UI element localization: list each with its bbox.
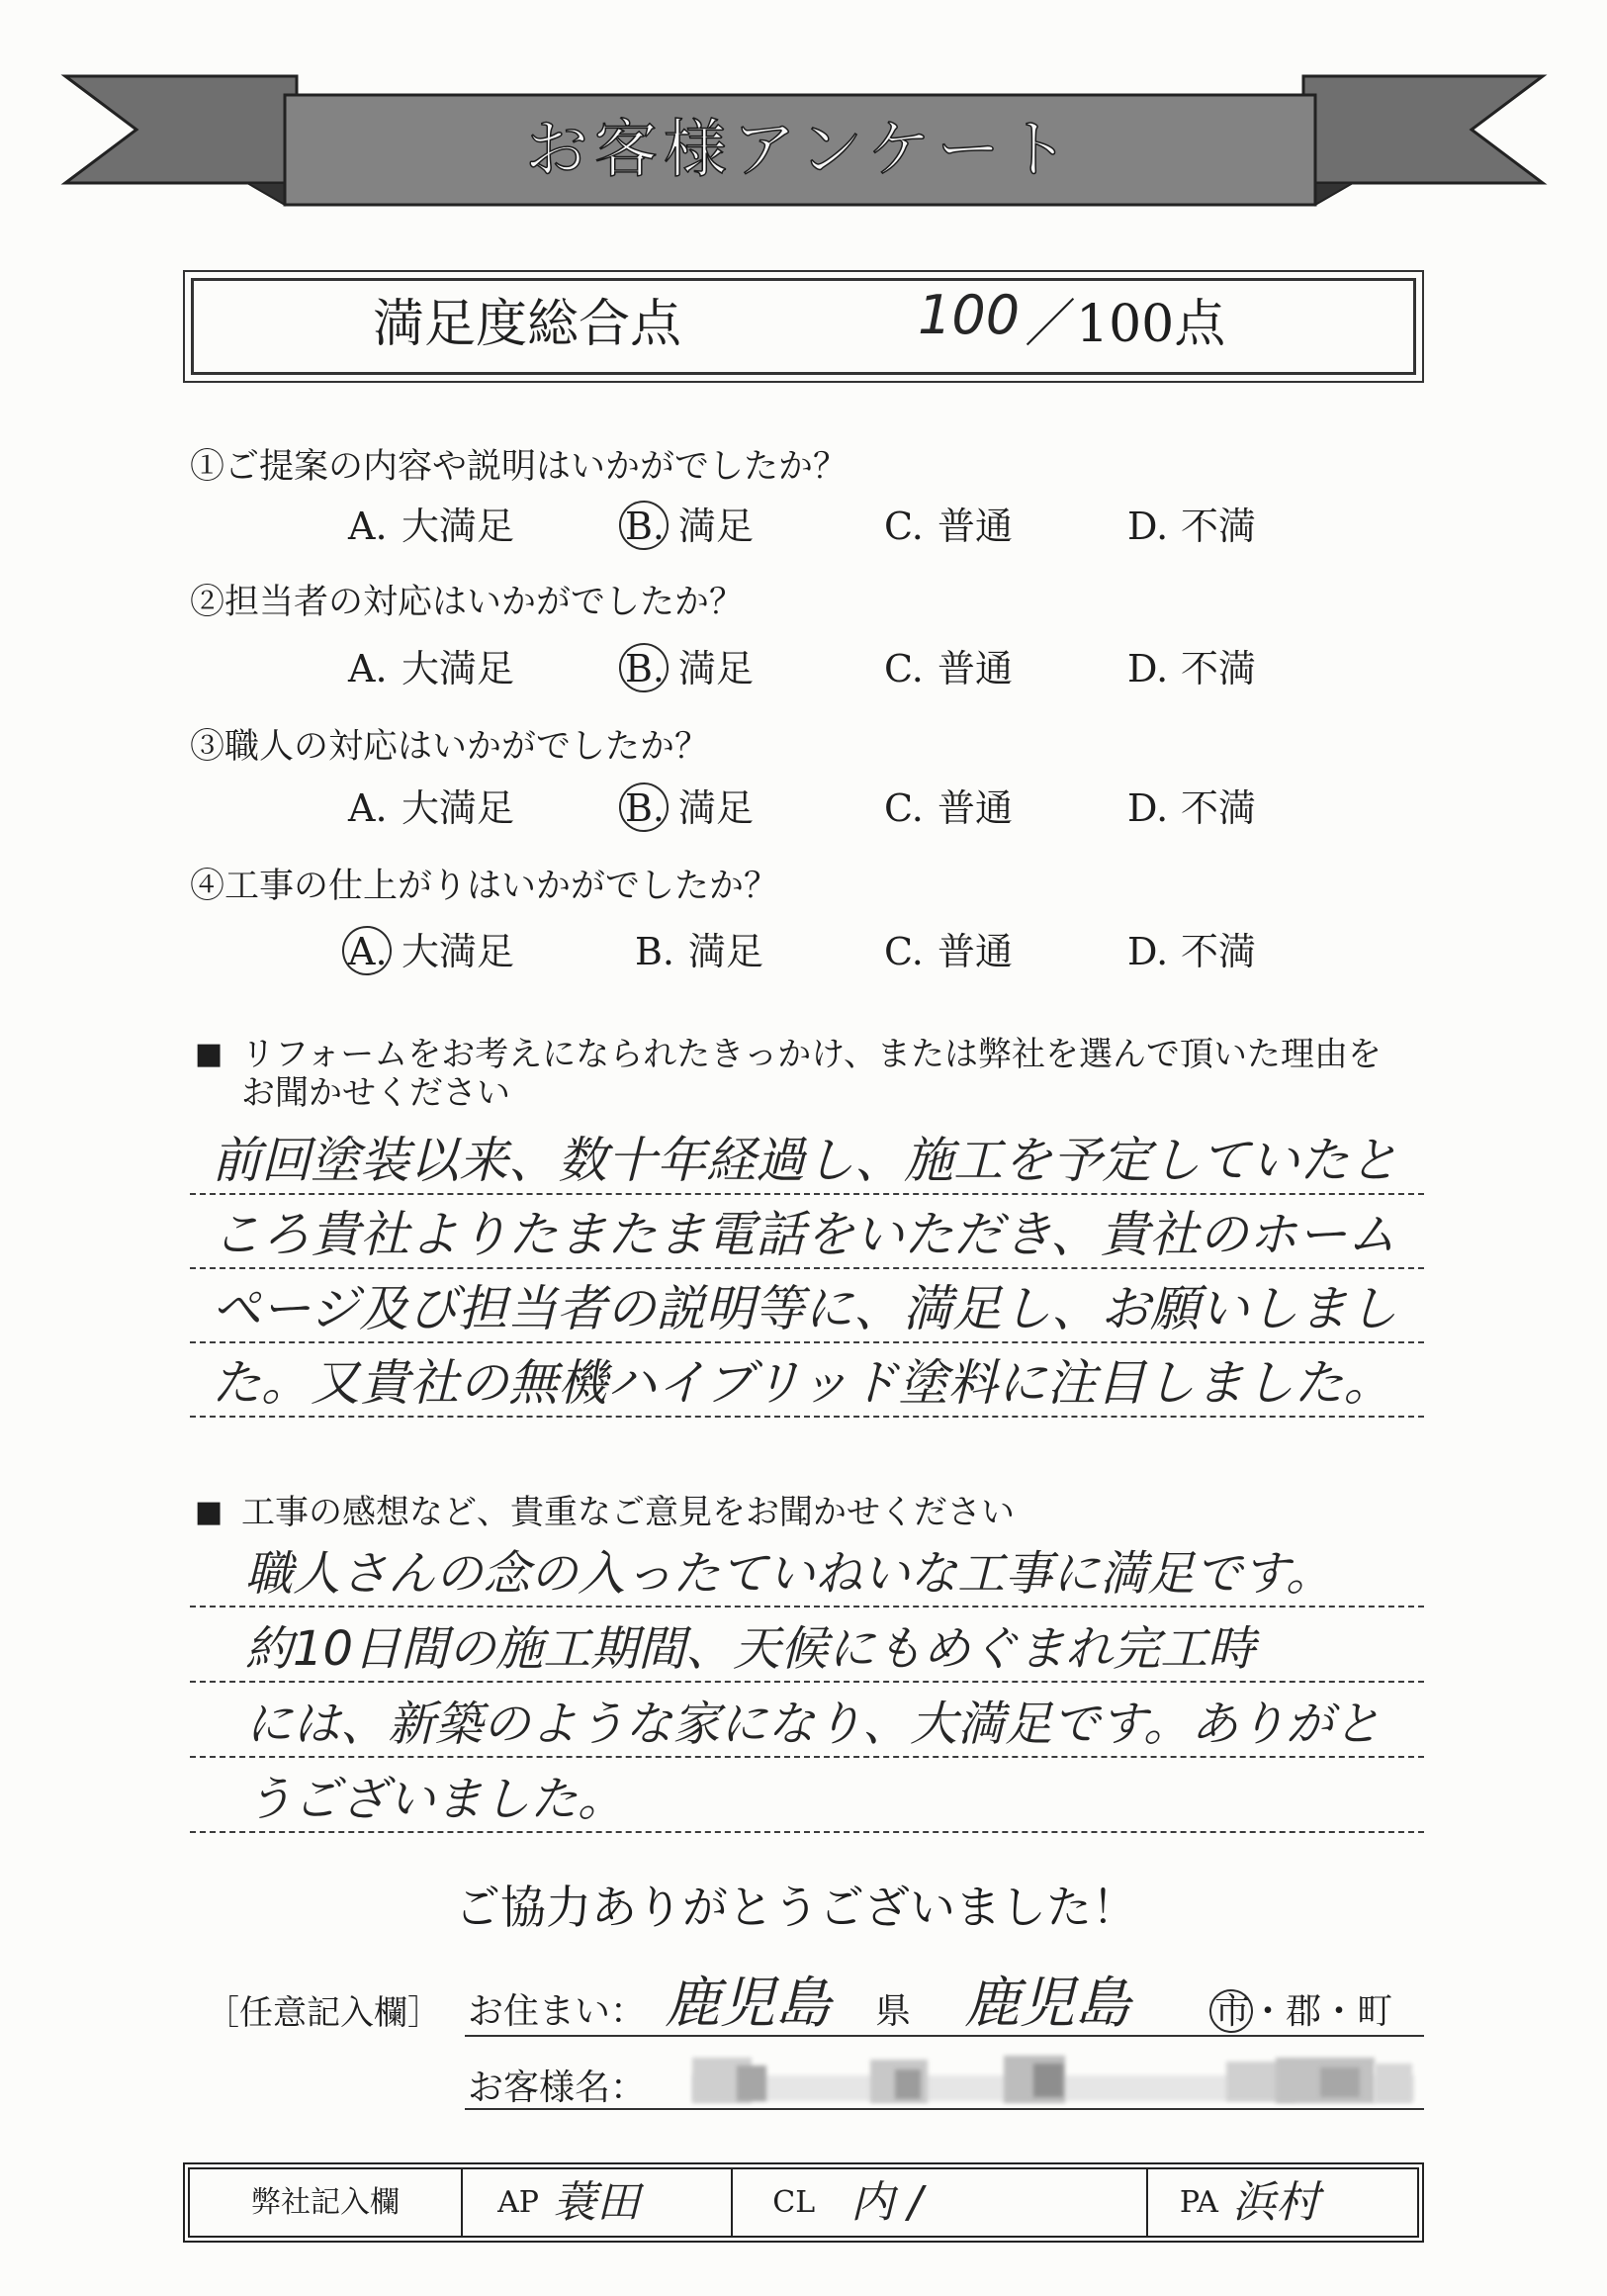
pa-label: PA	[1179, 2184, 1218, 2220]
option-letter: C.	[884, 647, 924, 690]
office-label-cell	[190, 2169, 461, 2236]
option-label: 大満足	[402, 786, 515, 830]
handwritten-text: 前回塗装以来、数十年経過し、施工を予定していたと	[212, 1132, 1398, 1189]
city-type-option	[1286, 1991, 1322, 2032]
city-type-options	[1214, 1991, 1393, 2032]
city-type-option	[1357, 1991, 1393, 2032]
option-letter: D.	[1127, 647, 1169, 690]
address-label: お住まい：	[468, 1991, 647, 2032]
option-label: 大満足	[402, 647, 515, 690]
question-1-option-a	[348, 505, 515, 548]
office-use-table	[188, 2167, 1419, 2238]
handwritten-text: うございました。	[245, 1772, 626, 1827]
option-letter: A.	[348, 647, 388, 690]
option-label: 不満	[1181, 786, 1257, 830]
impressions-prompt: 工事の感想など、貴重なご意見をお聞かせください	[241, 1493, 1015, 1532]
question-3-option-c	[884, 786, 1014, 830]
question-2-option-a	[348, 647, 515, 690]
city-type-label: 郡	[1286, 1991, 1322, 2032]
option-letter: C.	[884, 505, 924, 548]
impressions-answer-line	[190, 1687, 1424, 1758]
question-1-option-d	[1127, 505, 1257, 548]
ribbon-right-fold	[1315, 183, 1353, 205]
address-city: 鹿児島	[964, 1972, 1130, 2036]
option-label: 普通	[937, 786, 1014, 830]
ap-label: AP	[497, 2184, 539, 2220]
option-letter: D.	[1127, 505, 1169, 548]
question-2-option-c	[884, 647, 1014, 690]
impressions-answer-line	[190, 1611, 1424, 1683]
question-2-option-b	[625, 647, 755, 690]
reason-prompt-line-2: お聞かせください	[241, 1073, 510, 1113]
score-suffix: ／100点	[1025, 295, 1226, 354]
customer-name-underline	[465, 2108, 1424, 2110]
question-2-option-d	[1127, 647, 1257, 690]
reason-answer-line	[190, 1124, 1424, 1195]
handwritten-text: ころ貴社よりたまたま電話をいただき、貴社のホーム	[212, 1206, 1396, 1263]
prefecture-suffix: 県	[875, 1991, 912, 2032]
option-label: 大満足	[402, 505, 515, 548]
customer-name-label: お客様名：	[468, 2067, 647, 2108]
question-3-text: ③職人の対応はいかがでしたか？	[190, 727, 710, 767]
handwritten-text: た。又貴社の無機ハイブリッド塗料に注目しました。	[212, 1354, 1393, 1412]
separator: ・	[1250, 1991, 1287, 2032]
option-letter: D.	[1127, 786, 1169, 830]
option-label: 普通	[937, 505, 1014, 548]
question-1-option-b	[625, 505, 755, 548]
option-label: 普通	[937, 647, 1014, 690]
option-label: 満足	[678, 786, 755, 830]
reason-answer-line	[190, 1198, 1424, 1269]
question-4-option-d	[1127, 930, 1257, 973]
option-letter: B.	[635, 930, 675, 973]
handwritten-text: には、新築のような家になり、大満足です。ありがと	[245, 1697, 1382, 1752]
address-prefecture: 鹿児島	[665, 1972, 831, 2036]
option-label: 大満足	[402, 930, 515, 973]
question-4-option-c	[884, 930, 1014, 973]
option-letter: C.	[884, 786, 924, 830]
question-3-option-b	[625, 786, 755, 830]
option-letter: C.	[884, 930, 924, 973]
option-letter: B.	[625, 505, 666, 548]
question-1-text: ①ご提案の内容や説明はいかがでしたか？	[190, 447, 848, 487]
handwritten-text: 職人さんの念の入ったていねいな工事に満足です。	[245, 1546, 1334, 1602]
pa-cell	[1146, 2169, 1417, 2236]
question-4-option-b	[635, 930, 764, 973]
reason-answer-line	[190, 1346, 1424, 1418]
handwritten-text: ページ及び担当者の説明等に、満足し、お願いしまし	[212, 1280, 1397, 1337]
question-2-text: ②担当者の対応はいかがでしたか？	[190, 583, 745, 622]
score-label: 満足度総合点	[373, 295, 682, 354]
city-type-label: 市	[1214, 1991, 1251, 2032]
option-label: 不満	[1181, 505, 1257, 548]
ap-value: 蓑田	[552, 2176, 640, 2228]
question-4-text: ④工事の仕上がりはいかがでしたか？	[190, 867, 779, 906]
city-type-label: 町	[1357, 1991, 1393, 2032]
cl-label: CL	[772, 2184, 816, 2220]
impressions-answer-line	[190, 1762, 1424, 1833]
option-letter: B.	[625, 786, 666, 830]
question-4-option-a	[348, 930, 515, 973]
option-label: 不満	[1181, 647, 1257, 690]
question-3-option-a	[348, 786, 515, 830]
option-letter: D.	[1127, 930, 1169, 973]
cl-value: 内 /	[850, 2176, 923, 2228]
option-letter: B.	[625, 647, 666, 690]
ribbon-left-tail	[65, 76, 297, 183]
optional-section-label: ［任意記入欄］	[206, 1993, 441, 2033]
address-underline	[465, 2035, 1424, 2037]
office-label: 弊社記入欄	[251, 2184, 401, 2220]
score-value: 100	[918, 284, 1021, 346]
option-letter: A.	[348, 786, 388, 830]
option-letter: A.	[348, 930, 388, 973]
pa-value: 浜村	[1231, 2176, 1319, 2228]
thanks-message: ご協力ありがとうございました！	[455, 1881, 1137, 1934]
option-label: 普通	[937, 930, 1014, 973]
impressions-answer-line	[190, 1536, 1424, 1607]
section-bullet-icon: ■	[195, 1495, 223, 1529]
option-label: 満足	[688, 930, 764, 973]
page-title: お客様アンケート	[524, 113, 1076, 187]
section-bullet-icon: ■	[195, 1037, 223, 1071]
reason-answer-line	[190, 1272, 1424, 1343]
option-label: 不満	[1181, 930, 1257, 973]
handwritten-text: 約10日間の施工期間、天候にもめぐまれ完工時	[245, 1621, 1256, 1677]
reason-prompt-line-1: リフォームをお考えになられたきっかけ、または弊社を選んで頂いた理由を	[241, 1035, 1382, 1074]
ap-cell	[461, 2169, 731, 2236]
option-label: 満足	[678, 505, 755, 548]
city-type-option	[1214, 1991, 1251, 2032]
separator: ・	[1321, 1991, 1358, 2032]
cl-cell	[731, 2169, 1146, 2236]
ribbon-left-fold	[247, 183, 285, 205]
option-label: 満足	[678, 647, 755, 690]
option-letter: A.	[348, 505, 388, 548]
question-1-option-c	[884, 505, 1014, 548]
question-3-option-d	[1127, 786, 1257, 830]
ribbon-right-tail	[1303, 76, 1543, 183]
